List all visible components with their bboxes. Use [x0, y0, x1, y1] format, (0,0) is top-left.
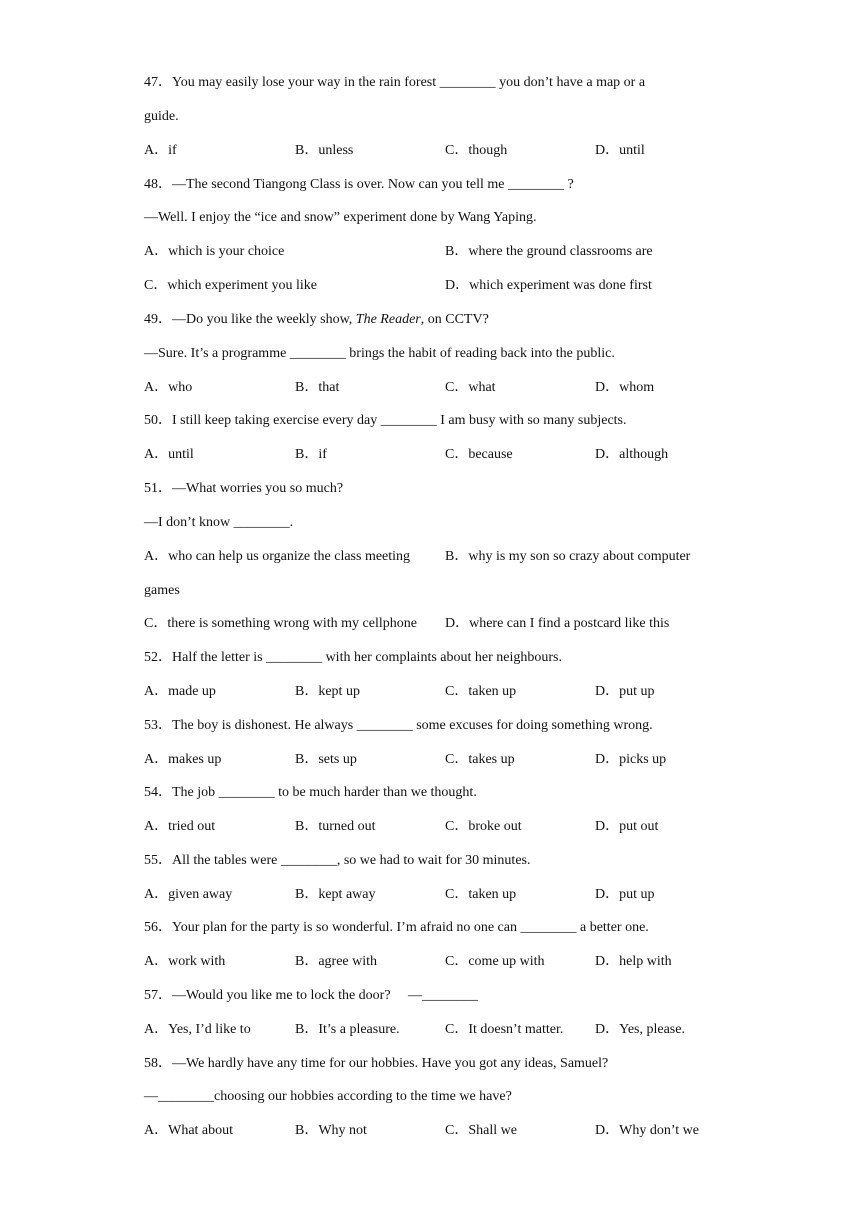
question-55-stem: 55．All the tables were ________, so we had to wait for 30 minutes.	[144, 853, 531, 868]
option-d: D．Yes, please.	[595, 1022, 685, 1037]
question-48-stem-cont: —Well. I enjoy the “ice and snow” experiment done by Wang Yaping.	[144, 210, 537, 225]
option-b: B．where the ground classrooms are	[445, 244, 653, 259]
option-b: B．kept up	[295, 684, 360, 699]
option-d: D．put out	[595, 819, 659, 834]
question-51-stem-cont: —I don’t know ________.	[144, 515, 294, 530]
question-51-stem: 51．—What worries you so much?	[144, 481, 344, 496]
option-c: C．though	[445, 143, 508, 158]
option-d: D．picks up	[595, 752, 667, 767]
stem-suffix: , on CCTV?	[420, 312, 489, 327]
option-d: D．Why don’t we	[595, 1123, 699, 1138]
option-a: A．tried out	[144, 819, 216, 834]
option-b: B．kept away	[295, 887, 376, 902]
question-56-stem: 56．Your plan for the party is so wonderful. I’m afraid no one can ________ a better one.	[144, 920, 649, 935]
question-54-stem: 54．The job ________ to be much harder than we thought.	[144, 785, 477, 800]
option-d: D．put up	[595, 887, 655, 902]
question-47-stem: 47．You may easily lose your way in the rain forest ________ you don’t have a map or a	[144, 75, 646, 90]
option-c: C．because	[445, 447, 513, 462]
option-a: A．given away	[144, 887, 233, 902]
option-b: B．It’s a pleasure.	[295, 1022, 400, 1037]
option-a: A．Yes, I’d like to	[144, 1022, 251, 1037]
option-a: A．who	[144, 380, 193, 395]
option-d: D．help with	[595, 954, 672, 969]
question-47-stem-cont: guide.	[144, 109, 179, 124]
question-57-stem: 57．—Would you like me to lock the door? —________	[144, 988, 479, 1003]
question-53-stem: 53．The boy is dishonest. He always ________ some excuses for doing something wrong.	[144, 718, 653, 733]
option-c: C．takes up	[445, 752, 515, 767]
question-58-stem: 58．—We hardly have any time for our hobbies. Have you got any ideas, Samuel?	[144, 1056, 609, 1071]
option-d: D．which experiment was done first	[445, 278, 652, 293]
question-58-stem-cont: —________choosing our hobbies according to the time we have?	[144, 1089, 512, 1104]
question-49-stem	[144, 311, 489, 329]
option-d: D．although	[595, 447, 669, 462]
option-a: A．makes up	[144, 752, 222, 767]
question-48-stem: 48．—The second Tiangong Class is over. Now can you tell me ________ ?	[144, 177, 574, 192]
option-c: C．come up with	[445, 954, 545, 969]
option-d: D．until	[595, 143, 645, 158]
option-a: A．work with	[144, 954, 226, 969]
option-b: B．sets up	[295, 752, 357, 767]
option-a: A．made up	[144, 684, 216, 699]
option-b: B．turned out	[295, 819, 376, 834]
question-52-stem: 52．Half the letter is ________ with her complaints about her neighbours.	[144, 650, 562, 665]
option-c: C．taken up	[445, 684, 517, 699]
question-50-stem: 50．I still keep taking exercise every day ________ I am busy with so many subjects.	[144, 413, 627, 428]
question-51-option-b-cont: games	[144, 583, 180, 598]
option-c: C．broke out	[445, 819, 522, 834]
option-a: A．which is your choice	[144, 244, 285, 259]
option-d: D．whom	[595, 380, 655, 395]
option-b: B．why is my son so crazy about computer	[445, 549, 691, 564]
option-c: C．there is something wrong with my cellphone	[144, 616, 417, 631]
option-d: D．put up	[595, 684, 655, 699]
option-a: A．if	[144, 143, 177, 158]
stem-prefix: 49．—Do you like the weekly show,	[144, 312, 356, 327]
option-c: C．Shall we	[445, 1123, 517, 1138]
option-a: A．who can help us organize the class meeting	[144, 549, 411, 564]
option-a: A．What about	[144, 1123, 234, 1138]
option-a: A．until	[144, 447, 194, 462]
option-c: C．which experiment you like	[144, 278, 318, 293]
option-b: B．that	[295, 380, 340, 395]
option-b: B．Why not	[295, 1123, 367, 1138]
option-c: C．It doesn’t matter.	[445, 1022, 564, 1037]
option-d: D．where can I find a postcard like this	[445, 616, 670, 631]
option-b: B．if	[295, 447, 327, 462]
option-c: C．what	[445, 380, 496, 395]
option-c: C．taken up	[445, 887, 517, 902]
option-b: B．unless	[295, 143, 354, 158]
option-b: B．agree with	[295, 954, 378, 969]
question-49-stem-cont: —Sure. It’s a programme ________ brings the habit of reading back into the public.	[144, 346, 615, 361]
show-title: The Reader	[355, 312, 421, 327]
